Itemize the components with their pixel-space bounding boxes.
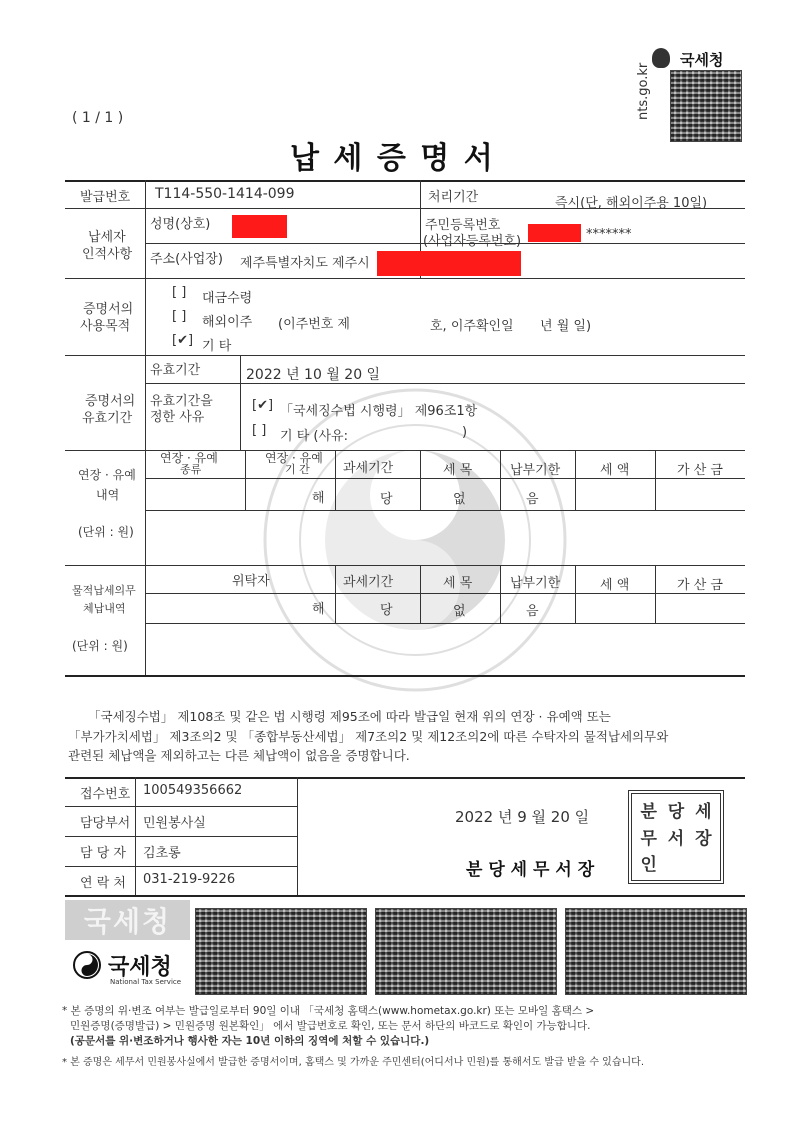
issue-no-value: T114-550-1414-099 bbox=[155, 186, 295, 202]
extension-section-label: 연장 · 유예 bbox=[78, 468, 136, 482]
header-qr-code bbox=[670, 70, 742, 142]
purpose-opt2-detail-3: 년 월 일) bbox=[540, 319, 592, 334]
purpose-opt3-label: 기 타 bbox=[202, 339, 232, 354]
nts-url: nts.go.kr bbox=[636, 62, 651, 120]
ext-col1-header: 연장 · 유예 bbox=[160, 451, 218, 465]
ext-col4-header: 세 목 bbox=[443, 463, 473, 478]
mat-none-1: 해 bbox=[312, 602, 325, 617]
receipt-value: 100549356662 bbox=[143, 783, 243, 798]
regno-label-2: (사업자등록번호) bbox=[423, 234, 522, 249]
rule bbox=[65, 278, 745, 279]
regno-redaction bbox=[528, 224, 581, 242]
validity-section-label-2: 유효기간 bbox=[82, 411, 133, 426]
validity-period-value: 2022 년 10 월 20 일 bbox=[246, 367, 381, 383]
rule bbox=[145, 180, 146, 675]
page-indicator: ( 1 / 1 ) bbox=[72, 110, 124, 126]
rule bbox=[245, 450, 246, 510]
processing-value: 즉시(단, 해외이주용 10일) bbox=[555, 196, 708, 211]
purpose-opt3-checkbox[interactable]: [✔] bbox=[172, 333, 194, 348]
reason1-text: 「국세징수법 시행령」 제96조1항 bbox=[280, 404, 478, 419]
official-seal-icon bbox=[628, 790, 724, 884]
ext-col1-header-2: 종류 bbox=[180, 463, 202, 476]
mat-none-3: 없 bbox=[453, 604, 466, 619]
page-title: 납 세 증 명 서 bbox=[290, 141, 495, 176]
name-label: 성명(상호) bbox=[150, 217, 211, 232]
reason2-checkbox[interactable]: [ ] bbox=[252, 423, 267, 438]
extension-section-label-2: 내역 bbox=[96, 488, 120, 502]
issue-date: 2022 년 9 월 20 일 bbox=[455, 808, 590, 826]
contact-label: 연 락 처 bbox=[80, 876, 126, 891]
extension-unit: (단위 : 원) bbox=[78, 525, 134, 539]
taxpayer-section-label-2: 인적사항 bbox=[82, 247, 133, 262]
rule bbox=[65, 675, 745, 677]
regno-label: 주민등록번호 bbox=[425, 218, 501, 233]
seal-char: 분 bbox=[640, 802, 657, 822]
seal-char: 세 bbox=[695, 802, 712, 822]
mat-none-2: 당 bbox=[380, 603, 393, 618]
footer-watermark-box bbox=[65, 900, 190, 940]
material-section-label: 물적납세의무 bbox=[72, 584, 136, 597]
barcode-3 bbox=[565, 908, 747, 995]
contact-value: 031-219-9226 bbox=[143, 872, 236, 887]
material-section-label-2: 체납내역 bbox=[83, 602, 126, 615]
validity-period-label: 유효기간 bbox=[150, 363, 201, 378]
rule bbox=[575, 450, 576, 510]
ext-none-3: 없 bbox=[453, 492, 466, 507]
nts-logo-icon bbox=[72, 950, 102, 980]
processing-label: 처리기간 bbox=[428, 190, 479, 205]
ext-col3-header: 과세기간 bbox=[343, 461, 394, 476]
rule bbox=[655, 450, 656, 510]
purpose-section-label-2: 사용목적 bbox=[80, 319, 131, 334]
person-value: 김초롱 bbox=[143, 846, 181, 861]
rule bbox=[500, 565, 501, 623]
taxpayer-section-label: 납세자 bbox=[88, 230, 126, 245]
address-redaction bbox=[377, 251, 521, 276]
office-name: 분 당 세 무 서 장 bbox=[466, 860, 595, 880]
ext-none-4: 음 bbox=[526, 492, 539, 507]
rule bbox=[575, 565, 576, 623]
dept-value: 민원봉사실 bbox=[143, 816, 206, 831]
barcode-1 bbox=[195, 908, 367, 995]
seal-char: 인 bbox=[640, 855, 657, 876]
validity-reason-label-2: 정한 사유 bbox=[150, 410, 205, 425]
purpose-opt2-label: 해외이주 bbox=[202, 315, 253, 330]
rule bbox=[65, 866, 297, 867]
rule bbox=[65, 836, 297, 837]
rule bbox=[65, 355, 745, 356]
mat-none-4: 음 bbox=[526, 604, 539, 619]
address-label: 주소(사업장) bbox=[150, 252, 223, 267]
seal-char: 서 bbox=[667, 828, 685, 849]
ext-col5-header: 납부기한 bbox=[510, 463, 561, 478]
dept-label: 담당부서 bbox=[80, 816, 131, 831]
validity-reason-label: 유효기간을 bbox=[150, 394, 213, 409]
ext-col2-header: 연장 · 유예 bbox=[265, 451, 323, 465]
validity-section-label: 증명서의 bbox=[85, 394, 136, 409]
purpose-opt2-detail-1: (이주번호 제 bbox=[278, 317, 350, 332]
rule bbox=[65, 777, 745, 779]
purpose-opt2-checkbox[interactable]: [ ] bbox=[172, 309, 187, 324]
barcode-2 bbox=[375, 908, 557, 995]
footer-watermark: 국세청 bbox=[83, 905, 172, 938]
purpose-opt2-detail-2: 호, 이주확인일 bbox=[430, 319, 514, 334]
nts-name: 국세청 bbox=[680, 51, 724, 69]
statement-line-1: 「국세징수법」 제108조 및 같은 법 시행령 제95조에 따라 발급일 현재 위의 연장 · 유예액 또는 bbox=[88, 709, 611, 724]
mat-col1-header: 위탁자 bbox=[232, 574, 270, 589]
regno-masked: ******* bbox=[586, 227, 632, 242]
footer-logo-text: 국세청 bbox=[108, 955, 172, 980]
rule bbox=[145, 383, 745, 384]
mat-col4-header: 납부기한 bbox=[510, 576, 561, 591]
ext-none-2: 당 bbox=[380, 492, 393, 507]
seal-char: 무 bbox=[640, 828, 657, 849]
ext-col2-header-2: 기 간 bbox=[285, 463, 310, 476]
ext-none-1: 해 bbox=[312, 491, 325, 506]
table-top-border bbox=[65, 180, 745, 182]
issue-no-label: 발급번호 bbox=[80, 190, 131, 205]
ext-col7-header: 가 산 금 bbox=[677, 463, 723, 478]
reason1-checkbox[interactable]: [✔] bbox=[252, 398, 274, 413]
reason2-close: ) bbox=[462, 425, 468, 440]
note2: * 본 증명은 세무서 민원봉사실에서 발급한 증명서이며, 홈택스 및 가까운 주민센터(어디서나 민원)를 통해서도 발급 받을 수 있습니다. bbox=[62, 1057, 644, 1068]
rule bbox=[65, 806, 297, 807]
purpose-section-label: 증명서의 bbox=[83, 302, 134, 317]
rule bbox=[297, 777, 298, 895]
address-value: 제주특별자치도 제주시 bbox=[240, 256, 370, 271]
rule bbox=[240, 355, 241, 450]
rule bbox=[335, 450, 336, 510]
receipt-label: 접수번호 bbox=[80, 787, 131, 802]
seal-char: 장 bbox=[695, 828, 712, 849]
purpose-opt1-checkbox[interactable]: [ ] bbox=[172, 285, 187, 300]
rule bbox=[420, 450, 421, 510]
rule bbox=[655, 565, 656, 623]
mat-col6-header: 가 산 금 bbox=[677, 578, 723, 593]
rule bbox=[65, 895, 745, 897]
rule bbox=[335, 565, 336, 623]
person-label: 담 당 자 bbox=[80, 846, 126, 861]
mat-col5-header: 세 액 bbox=[600, 578, 630, 593]
material-unit: (단위 : 원) bbox=[72, 639, 128, 653]
statement-line-2: 「부가가치세법」 제3조의2 및 「종합부동산세법」 제7조의2 및 제12조의2에 따른 수탁자의 물적납세의무와 bbox=[68, 729, 669, 744]
mat-col2-header: 과세기간 bbox=[343, 575, 394, 590]
rule bbox=[420, 565, 421, 623]
rule bbox=[135, 777, 136, 895]
note1-line-3: (공문서를 위·변조하거나 행사한 자는 10년 이하의 징역에 처할 수 있습니다.) bbox=[70, 1035, 430, 1047]
rule bbox=[145, 510, 745, 511]
rule bbox=[500, 450, 501, 510]
name-redaction bbox=[232, 215, 287, 238]
ext-col6-header: 세 액 bbox=[600, 463, 630, 478]
purpose-opt1-label: 대금수령 bbox=[202, 291, 253, 306]
note1-line-2: 민원증명(증명발급) > 민원증명 원본확인」 에서 발급번호로 확인, 또는 문서 하단의 바코드로 확인이 가능합니다. bbox=[70, 1020, 591, 1032]
rule bbox=[145, 623, 745, 624]
rule bbox=[65, 565, 745, 566]
reason2-text: 기 타 (사유: bbox=[280, 429, 348, 444]
statement-line-3: 관련된 체납액을 제외하고는 다른 체납액이 없음을 증명합니다. bbox=[68, 748, 410, 763]
mat-col3-header: 세 목 bbox=[443, 576, 473, 591]
nts-mascot-icon bbox=[652, 48, 670, 68]
footer-logo-sub: National Tax Service bbox=[110, 978, 182, 986]
note1-line-1: * 본 증명의 위·변조 여부는 발급일로부터 90일 이내 「국세청 홈택스(www.hometax.go.kr) 또는 모바일 홈택스 > bbox=[62, 1005, 595, 1017]
seal-char: 당 bbox=[667, 802, 685, 822]
